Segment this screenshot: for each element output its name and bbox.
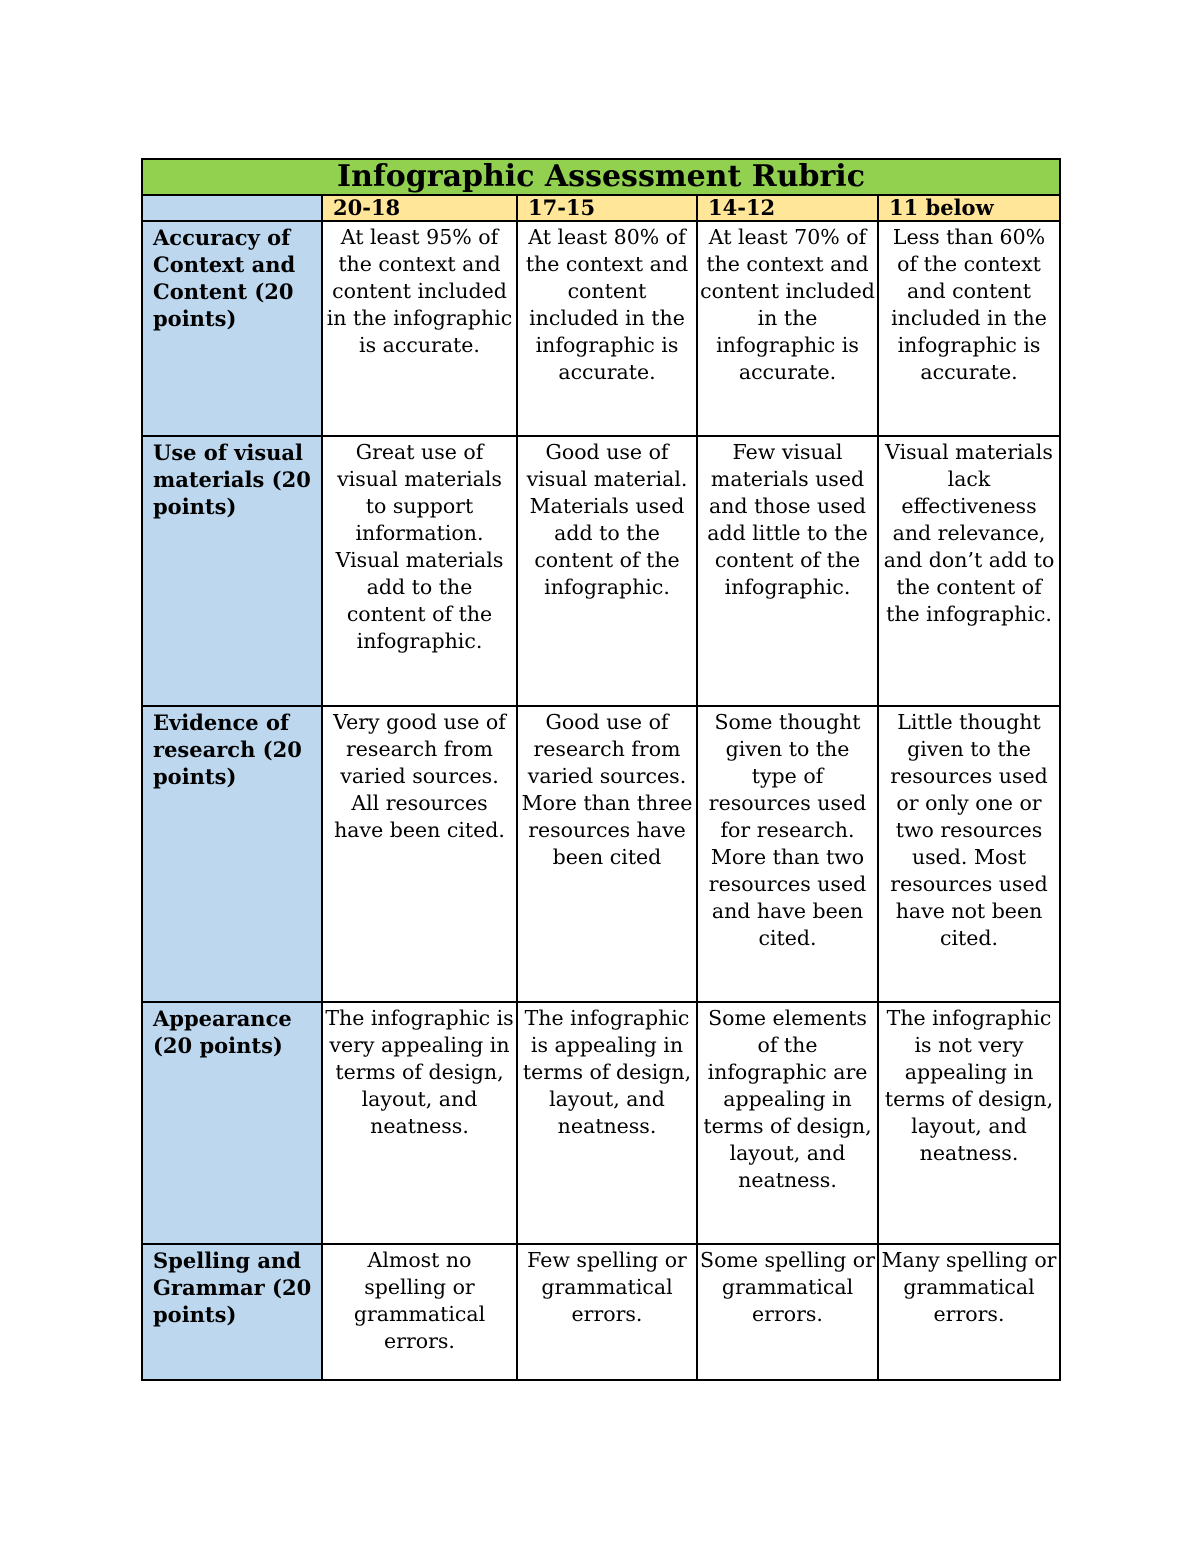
descriptor-cell: Less than 60% of the context and content included in the infographic is accurate.: [878, 221, 1060, 436]
descriptor-cell: Great use of visual materials to support information. Visual materials add to the content of the infographic.: [322, 436, 517, 706]
table-row: [142, 706, 1060, 1002]
descriptor-cell: Almost no spelling or grammatical errors.: [322, 1244, 517, 1380]
descriptor-cell: At least 95% of the context and content included in the infographic is accurate.: [322, 221, 517, 436]
score-header: 20-18: [322, 195, 517, 221]
descriptor-cell: At least 80% of the context and content included in the infographic is accurate.: [517, 221, 697, 436]
descriptor-cell: The infographic is not very appealing in terms of design, layout, and neatness.: [878, 1002, 1060, 1244]
score-header-row: [142, 195, 1060, 221]
descriptor-cell: The infographic is appealing in terms of design, layout, and neatness.: [517, 1002, 697, 1244]
descriptor-cell: Good use of visual material. Materials used add to the content of the infographic.: [517, 436, 697, 706]
descriptor-cell: Some spelling or grammatical errors.: [697, 1244, 878, 1380]
descriptor-cell: Some thought given to the type of resources used for research. More than two resources used and have been cited.: [697, 706, 878, 1002]
rubric-title: Infographic Assessment Rubric: [142, 159, 1060, 195]
criterion-label: Appearance (20 points): [142, 1002, 322, 1244]
descriptor-cell: Many spelling or grammatical errors.: [878, 1244, 1060, 1380]
descriptor-cell: Some elements of the infographic are appealing in terms of design, layout, and neatness.: [697, 1002, 878, 1244]
descriptor-cell: Few visual materials used and those used add little to the content of the infographic.: [697, 436, 878, 706]
table-row: [142, 221, 1060, 436]
table-row: [142, 436, 1060, 706]
descriptor-cell: The infographic is very appealing in terms of design, layout, and neatness.: [322, 1002, 517, 1244]
descriptor-cell: Few spelling or grammatical errors.: [517, 1244, 697, 1380]
criterion-label: Use of visual materials (20 points): [142, 436, 322, 706]
descriptor-cell: At least 70% of the context and content included in the infographic is accurate.: [697, 221, 878, 436]
descriptor-cell: Visual materials lack effectiveness and relevance, and don’t add to the content of the infographic.: [878, 436, 1060, 706]
criterion-label: Spelling and Grammar (20 points): [142, 1244, 322, 1380]
rubric-table: [141, 158, 1061, 1381]
score-header: 14-12: [697, 195, 878, 221]
criterion-label: Evidence of research (20 points): [142, 706, 322, 1002]
score-header: 11 below: [878, 195, 1060, 221]
descriptor-cell: Good use of research from varied sources. More than three resources have been cited: [517, 706, 697, 1002]
table-row: [142, 1244, 1060, 1380]
descriptor-cell: Little thought given to the resources used or only one or two resources used. Most resources used have not been cited.: [878, 706, 1060, 1002]
header-blank-cell: [142, 195, 322, 221]
title-row: [142, 159, 1060, 195]
table-row: [142, 1002, 1060, 1244]
criterion-label: Accuracy of Context and Content (20 points): [142, 221, 322, 436]
score-header: 17-15: [517, 195, 697, 221]
descriptor-cell: Very good use of research from varied sources. All resources have been cited.: [322, 706, 517, 1002]
